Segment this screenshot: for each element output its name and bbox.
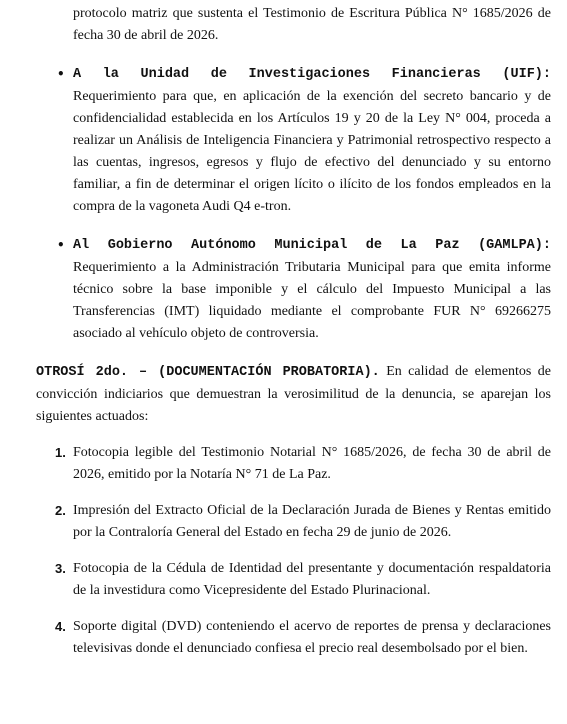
- bullet-heading: A la Unidad de Investigaciones Financieras (UIF):: [73, 67, 551, 82]
- bullet-item-uif: [57, 63, 551, 218]
- list-item: [55, 500, 551, 544]
- bullet-heading: Al Gobierno Autónomo Municipal de La Paz (GAMLPA):: [73, 238, 551, 253]
- bullet-paragraph: [73, 63, 551, 218]
- otrosi-heading: OTROSÍ 2do. – (DOCUMENTACIÓN PROBATORIA).: [36, 365, 380, 380]
- list-item-text: Soporte digital (DVD) conteniendo el acervo de reportes de prensa y declaraciones televisivas donde el denunciado confiesa el precio real desembolsado por el bien.: [73, 619, 551, 656]
- list-item: [55, 558, 551, 602]
- list-item-number: 4.: [55, 619, 66, 634]
- list-item: [55, 616, 551, 660]
- list-item: [55, 442, 551, 486]
- list-item-number: 1.: [55, 445, 66, 460]
- otrosi-paragraph: [36, 361, 551, 428]
- list-item-text: Impresión del Extracto Oficial de la Declaración Jurada de Bienes y Rentas emitido por la Contraloría General del Estado en fecha 29 de junio de 2026.: [73, 503, 551, 540]
- list-item-number: 3.: [55, 561, 66, 576]
- otrosi-section: [36, 361, 551, 428]
- bullet-text: Requerimiento para que, en aplicación de la exención del secreto bancario y de confidencialidad establecida en los Artículos 19 y 20 de la Ley N° 004, proceda a realizar un Análisis de Inteligencia Financiera y Patrimonial retrospectivo respecto a las cuentas, ingresos, egresos y flujo de efectivo del denunciado y su entorno familiar, a fin de determinar el origen lícito o ilícito de los fondos empleados en la compra de la vagoneta Audi Q4 e-tron.: [73, 89, 551, 214]
- bullet-dot-icon: •: [57, 238, 65, 252]
- otrosi-text: En calidad de elementos de convicción indiciarios que demuestran la verosimilitud de la denuncia, se aparejan los siguientes actuados:: [36, 364, 551, 424]
- list-item-text: Fotocopia legible del Testimonio Notarial N° 1685/2026, de fecha 30 de abril de 2026, emitido por la Notaría N° 71 de La Paz.: [73, 445, 551, 482]
- bullet-paragraph: [73, 234, 551, 345]
- bullet-item-gamlpa: [57, 234, 551, 345]
- intro-paragraph: [73, 3, 551, 47]
- bullet-text: Requerimiento a la Administración Tributaria Municipal para que emita informe técnico sobre la base imponible y el cálculo del Impuesto Municipal a las Transferencias (IMT) liquidado mediante el comprobante FUR N° 69266275 asociado al vehículo objeto de controversia.: [73, 260, 551, 341]
- intro-text: protocolo matriz que sustenta el Testimonio de Escritura Pública N° 1685/2026 de fecha 30 de abril de 2026.: [73, 6, 551, 43]
- list-item-text: Fotocopia de la Cédula de Identidad del presentante y documentación respaldatoria de la investidura como Vicepresidente del Estado Plurinacional.: [73, 561, 551, 598]
- list-item-number: 2.: [55, 503, 66, 518]
- bullet-dot-icon: •: [57, 67, 65, 81]
